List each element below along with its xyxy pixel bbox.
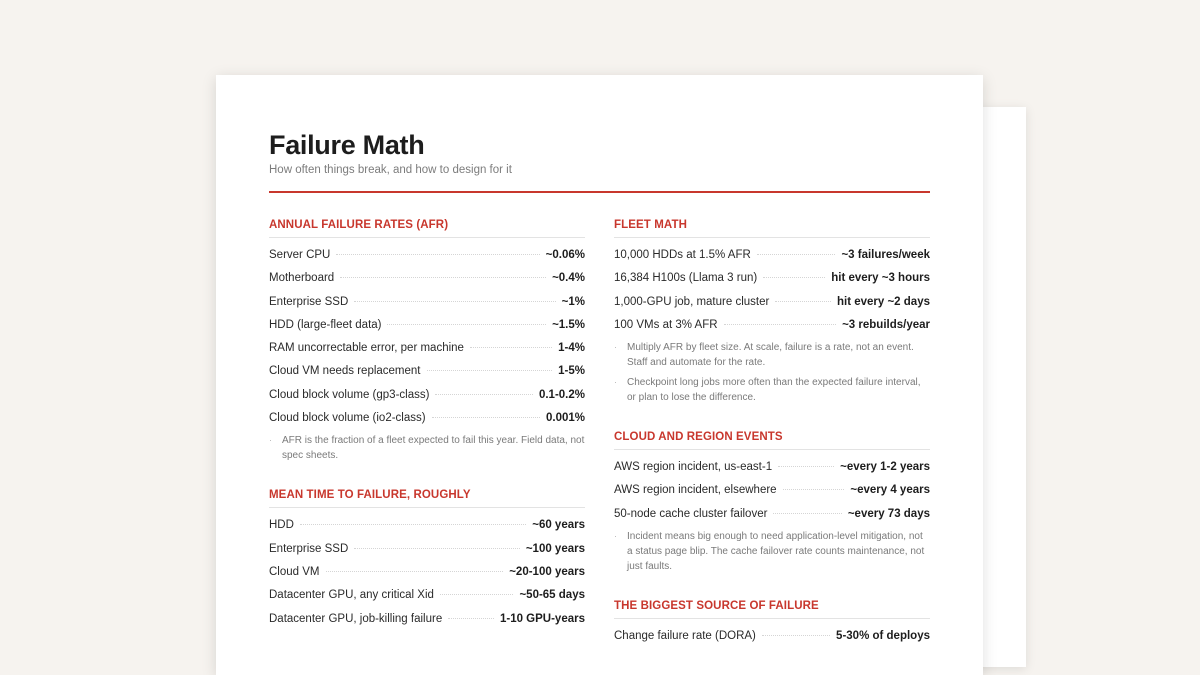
section-title: CLOUD AND REGION EVENTS	[614, 430, 930, 450]
row-value: ~20-100 years	[509, 565, 585, 578]
section-title: THE BIGGEST SOURCE OF FAILURE	[614, 599, 930, 619]
row-value: 1-10 GPU-years	[499, 612, 585, 625]
table-row	[269, 608, 585, 631]
row-label: Cloud VM needs replacement	[269, 365, 421, 378]
note-text: Checkpoint long jobs more often than the expected failure interval, or plan to lose the difference.	[627, 377, 921, 404]
table-row	[269, 561, 585, 584]
table-row	[269, 314, 585, 337]
row-label: Enterprise SSD	[269, 295, 349, 308]
row-value: ~3 rebuilds/year	[842, 318, 930, 331]
dot-leader	[763, 277, 825, 278]
note-item	[614, 375, 930, 405]
section-the-biggest-source-of-failure	[614, 599, 930, 648]
row-value: hit every ~2 days	[836, 295, 930, 308]
bullet-icon: ·	[614, 377, 617, 388]
dot-leader	[757, 254, 836, 255]
note-item	[614, 340, 930, 370]
table-row	[269, 584, 585, 607]
row-label: Enterprise SSD	[269, 542, 349, 555]
notes-list	[614, 529, 930, 574]
left-column	[269, 218, 585, 631]
row-value: 0.1-0.2%	[538, 388, 585, 401]
table-row	[614, 291, 930, 314]
document-title: Failure Math	[269, 130, 425, 160]
table-row	[614, 244, 930, 267]
dot-leader	[470, 347, 552, 348]
dot-leader	[783, 489, 845, 490]
row-label: 1,000-GPU job, mature cluster	[614, 295, 770, 308]
table-row	[614, 503, 930, 526]
row-value: 1-4%	[558, 342, 585, 355]
row-label: HDD	[269, 519, 294, 532]
note-text: AFR is the fraction of a fleet expected to fail this year. Field data, not spec sheets.	[282, 435, 585, 462]
table-row	[269, 360, 585, 383]
row-value: ~every 73 days	[847, 507, 930, 520]
table-row	[269, 538, 585, 561]
table-row	[614, 314, 930, 337]
row-label: 16,384 H100s (Llama 3 run)	[614, 272, 758, 285]
note-item	[269, 433, 585, 463]
row-value: ~1.5%	[552, 318, 585, 331]
table-row	[269, 291, 585, 314]
dot-leader	[775, 301, 831, 302]
dot-leader	[300, 524, 526, 525]
row-value: 0.001%	[545, 412, 585, 425]
dot-leader	[724, 324, 837, 325]
table-row	[269, 337, 585, 360]
row-value: ~every 4 years	[850, 484, 930, 497]
row-label: HDD (large-fleet data)	[269, 318, 382, 331]
dot-leader	[340, 277, 546, 278]
row-value: 5-30% of deploys	[836, 630, 930, 643]
section-title: MEAN TIME TO FAILURE, ROUGHLY	[269, 488, 585, 508]
table-row	[269, 384, 585, 407]
table-row	[614, 267, 930, 290]
row-value: ~1%	[561, 295, 585, 308]
table-row	[269, 267, 585, 290]
row-label: AWS region incident, elsewhere	[614, 484, 777, 497]
dot-leader	[448, 618, 494, 619]
row-label: AWS region incident, us-east-1	[614, 461, 773, 474]
document-sheet	[216, 75, 983, 675]
section-gap	[614, 410, 930, 430]
dot-leader	[432, 417, 540, 418]
row-label: Cloud VM	[269, 565, 320, 578]
dot-leader	[435, 394, 533, 395]
dot-leader	[778, 466, 834, 467]
bullet-icon: ·	[614, 531, 617, 542]
row-label: Datacenter GPU, job-killing failure	[269, 612, 443, 625]
dot-leader	[336, 254, 539, 255]
section-annual-failure-rates-afr	[269, 218, 585, 463]
row-value: ~0.4%	[552, 272, 585, 285]
notes-list	[269, 433, 585, 463]
dot-leader	[762, 635, 830, 636]
bullet-icon: ·	[614, 342, 617, 353]
note-item	[614, 529, 930, 574]
dot-leader	[354, 548, 520, 549]
bullet-icon: ·	[269, 435, 272, 446]
table-row	[269, 407, 585, 430]
table-row	[269, 244, 585, 267]
row-value: ~60 years	[532, 519, 585, 532]
row-label: 100 VMs at 3% AFR	[614, 318, 718, 331]
row-label: RAM uncorrectable error, per machine	[269, 342, 464, 355]
dot-leader	[427, 370, 553, 371]
section-title: FLEET MATH	[614, 218, 930, 238]
dot-leader	[354, 301, 555, 302]
note-text: Multiply AFR by fleet size. At scale, failure is a rate, not an event. Staff and automate for the rate.	[627, 342, 914, 369]
document-subtitle: How often things break, and how to design for it	[269, 164, 512, 176]
section-gap	[614, 579, 930, 599]
row-label: 10,000 HDDs at 1.5% AFR	[614, 249, 751, 261]
section-mean-time-to-failure-roughly	[269, 488, 585, 630]
note-text: Incident means big enough to need application-level mitigation, not a status page blip. The cache failover rate counts maintenance, not just faults.	[627, 531, 925, 573]
table-row	[614, 456, 930, 479]
row-value: ~every 1-2 years	[840, 461, 930, 474]
row-label: Motherboard	[269, 272, 335, 285]
section-gap	[269, 468, 585, 488]
table-row	[614, 479, 930, 502]
row-value: ~3 failures/week	[841, 249, 930, 261]
section-title: ANNUAL FAILURE RATES (AFR)	[269, 218, 585, 238]
row-label: Change failure rate (DORA)	[614, 630, 756, 643]
row-label: Datacenter GPU, any critical Xid	[269, 589, 434, 602]
section-cloud-and-region-events	[614, 430, 930, 574]
dot-leader	[326, 571, 504, 572]
row-label: Cloud block volume (gp3-class)	[269, 388, 430, 401]
row-value: ~50-65 days	[519, 589, 585, 602]
table-row	[269, 514, 585, 537]
dot-leader	[387, 324, 546, 325]
dot-leader	[773, 513, 841, 514]
title-divider	[269, 191, 930, 193]
row-value: ~100 years	[525, 542, 585, 555]
row-label: Cloud block volume (io2-class)	[269, 412, 426, 425]
right-column	[614, 218, 930, 648]
row-value: ~0.06%	[545, 249, 585, 261]
row-value: 1-5%	[558, 365, 585, 378]
dot-leader	[440, 594, 514, 595]
notes-list	[614, 340, 930, 405]
table-row	[614, 625, 930, 648]
row-label: Server CPU	[269, 249, 331, 261]
row-value: hit every ~3 hours	[831, 272, 930, 285]
section-fleet-math	[614, 218, 930, 405]
row-label: 50-node cache cluster failover	[614, 507, 768, 520]
